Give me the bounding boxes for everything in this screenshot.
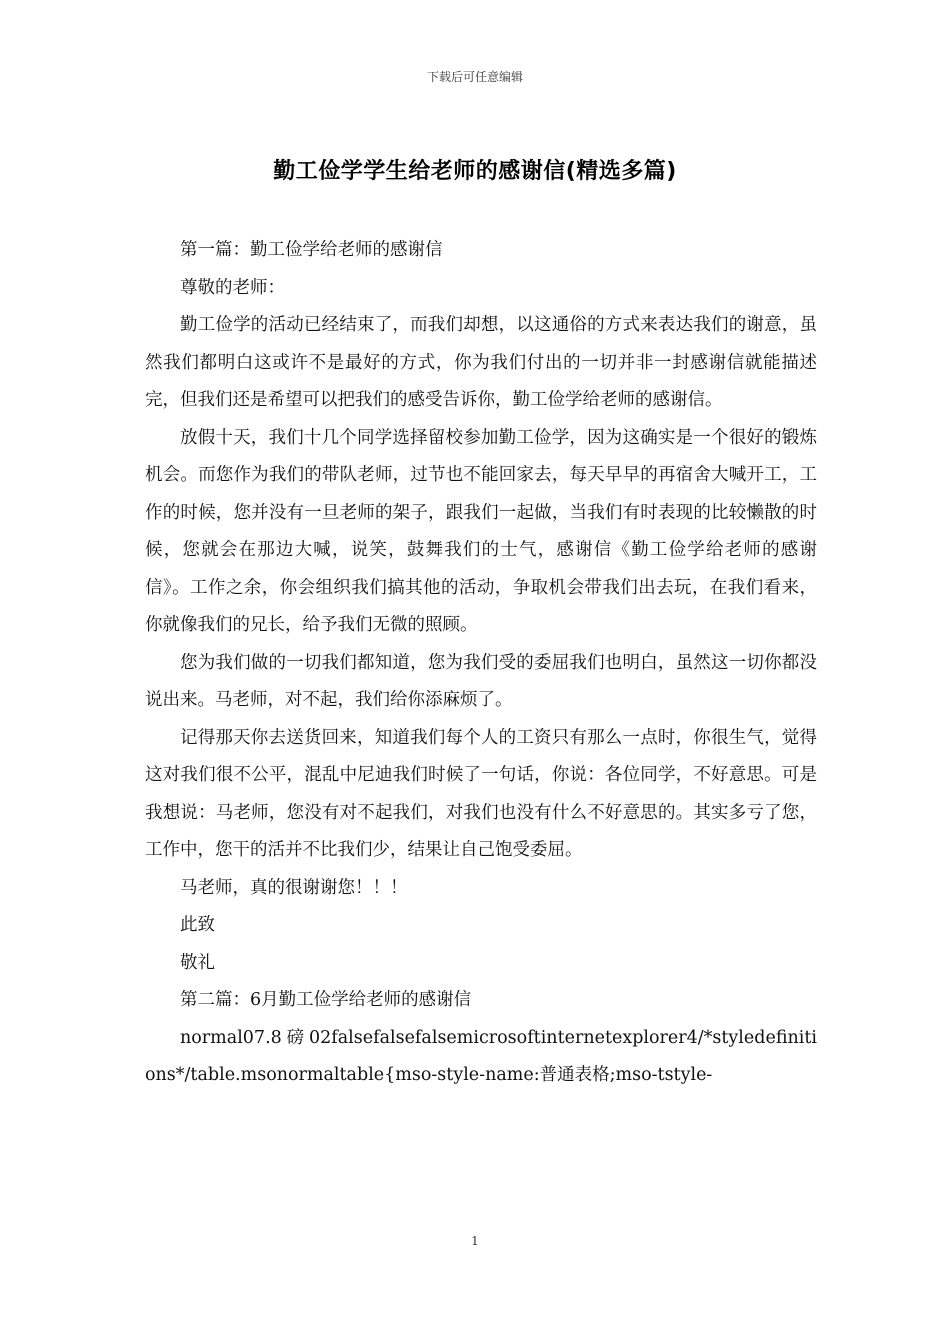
paragraph: 马老师，真的很谢谢您！！！ <box>180 877 408 898</box>
page-number: 1 <box>471 1234 479 1248</box>
closing-line: 敬礼 <box>180 952 215 973</box>
paragraph: normal07.8磅02falsefalsefalsemicrosoftinternetexplorer4/*styledefinitions*/table.msonormaltable{mso-style-name:普通表格;mso-tstyle- <box>145 1027 817 1085</box>
paragraph: 勤工俭学的活动已经结束了，而我们却想，以这通俗的方式来表达我们的谢意，虽然我们都明白这或许不是最好的方式，你为我们付出的一切并非一封感谢信就能描述完，但我们还是希望可以把我们的感受告诉你，勤工俭学给老师的感谢信。 <box>145 315 817 410</box>
paragraph: 放假十天，我们十几个同学选择留校参加勤工俭学，因为这确实是一个很好的锻炼机会。而您作为我们的带队老师，过节也不能回家去，每天早早的再宿舍大喊开工，工作的时候，您并没有一旦老师的架子，跟我们一起做，当我们有时表现的比较懒散的时候，您就会在那边大喊，说笑，鼓舞我们的士气，感谢信《勤工俭学给老师的感谢信》。工作之余，你会组织我们搞其他的活动，争取机会带我们出去玩，在我们看来，你就像我们的兄长，给予我们无微的照顾。 <box>145 427 817 635</box>
section-heading-2: 第二篇：6月勤工俭学给老师的感谢信 <box>180 990 472 1010</box>
document-title: 勤工俭学学生给老师的感谢信(精选多篇) <box>273 159 677 184</box>
closing-line: 此致 <box>180 915 215 935</box>
section-heading-1: 第一篇：勤工俭学给老师的感谢信 <box>180 240 443 260</box>
paragraph: 您为我们做的一切我们都知道，您为我们受的委屈我们也明白，虽然这一切你都没说出来。马老师，对不起，我们给你添麻烦了。 <box>145 652 817 710</box>
salutation: 尊敬的老师： <box>180 277 285 298</box>
document-body <box>145 232 817 1095</box>
paragraph: 记得那天你去送货回来，知道我们每个人的工资只有那么一点时，你很生气，觉得这对我们很不公平，混乱中尼迪我们时候了一句话，你说：各位同学，不好意思。可是我想说：马老师，您没有对不起我们，对我们也没有什么不好意思的。其实多亏了您，工作中，您干的活并不比我们少，结果让自己饱受委屈。 <box>145 727 817 860</box>
header-note: 下载后可任意编辑 <box>426 70 523 84</box>
